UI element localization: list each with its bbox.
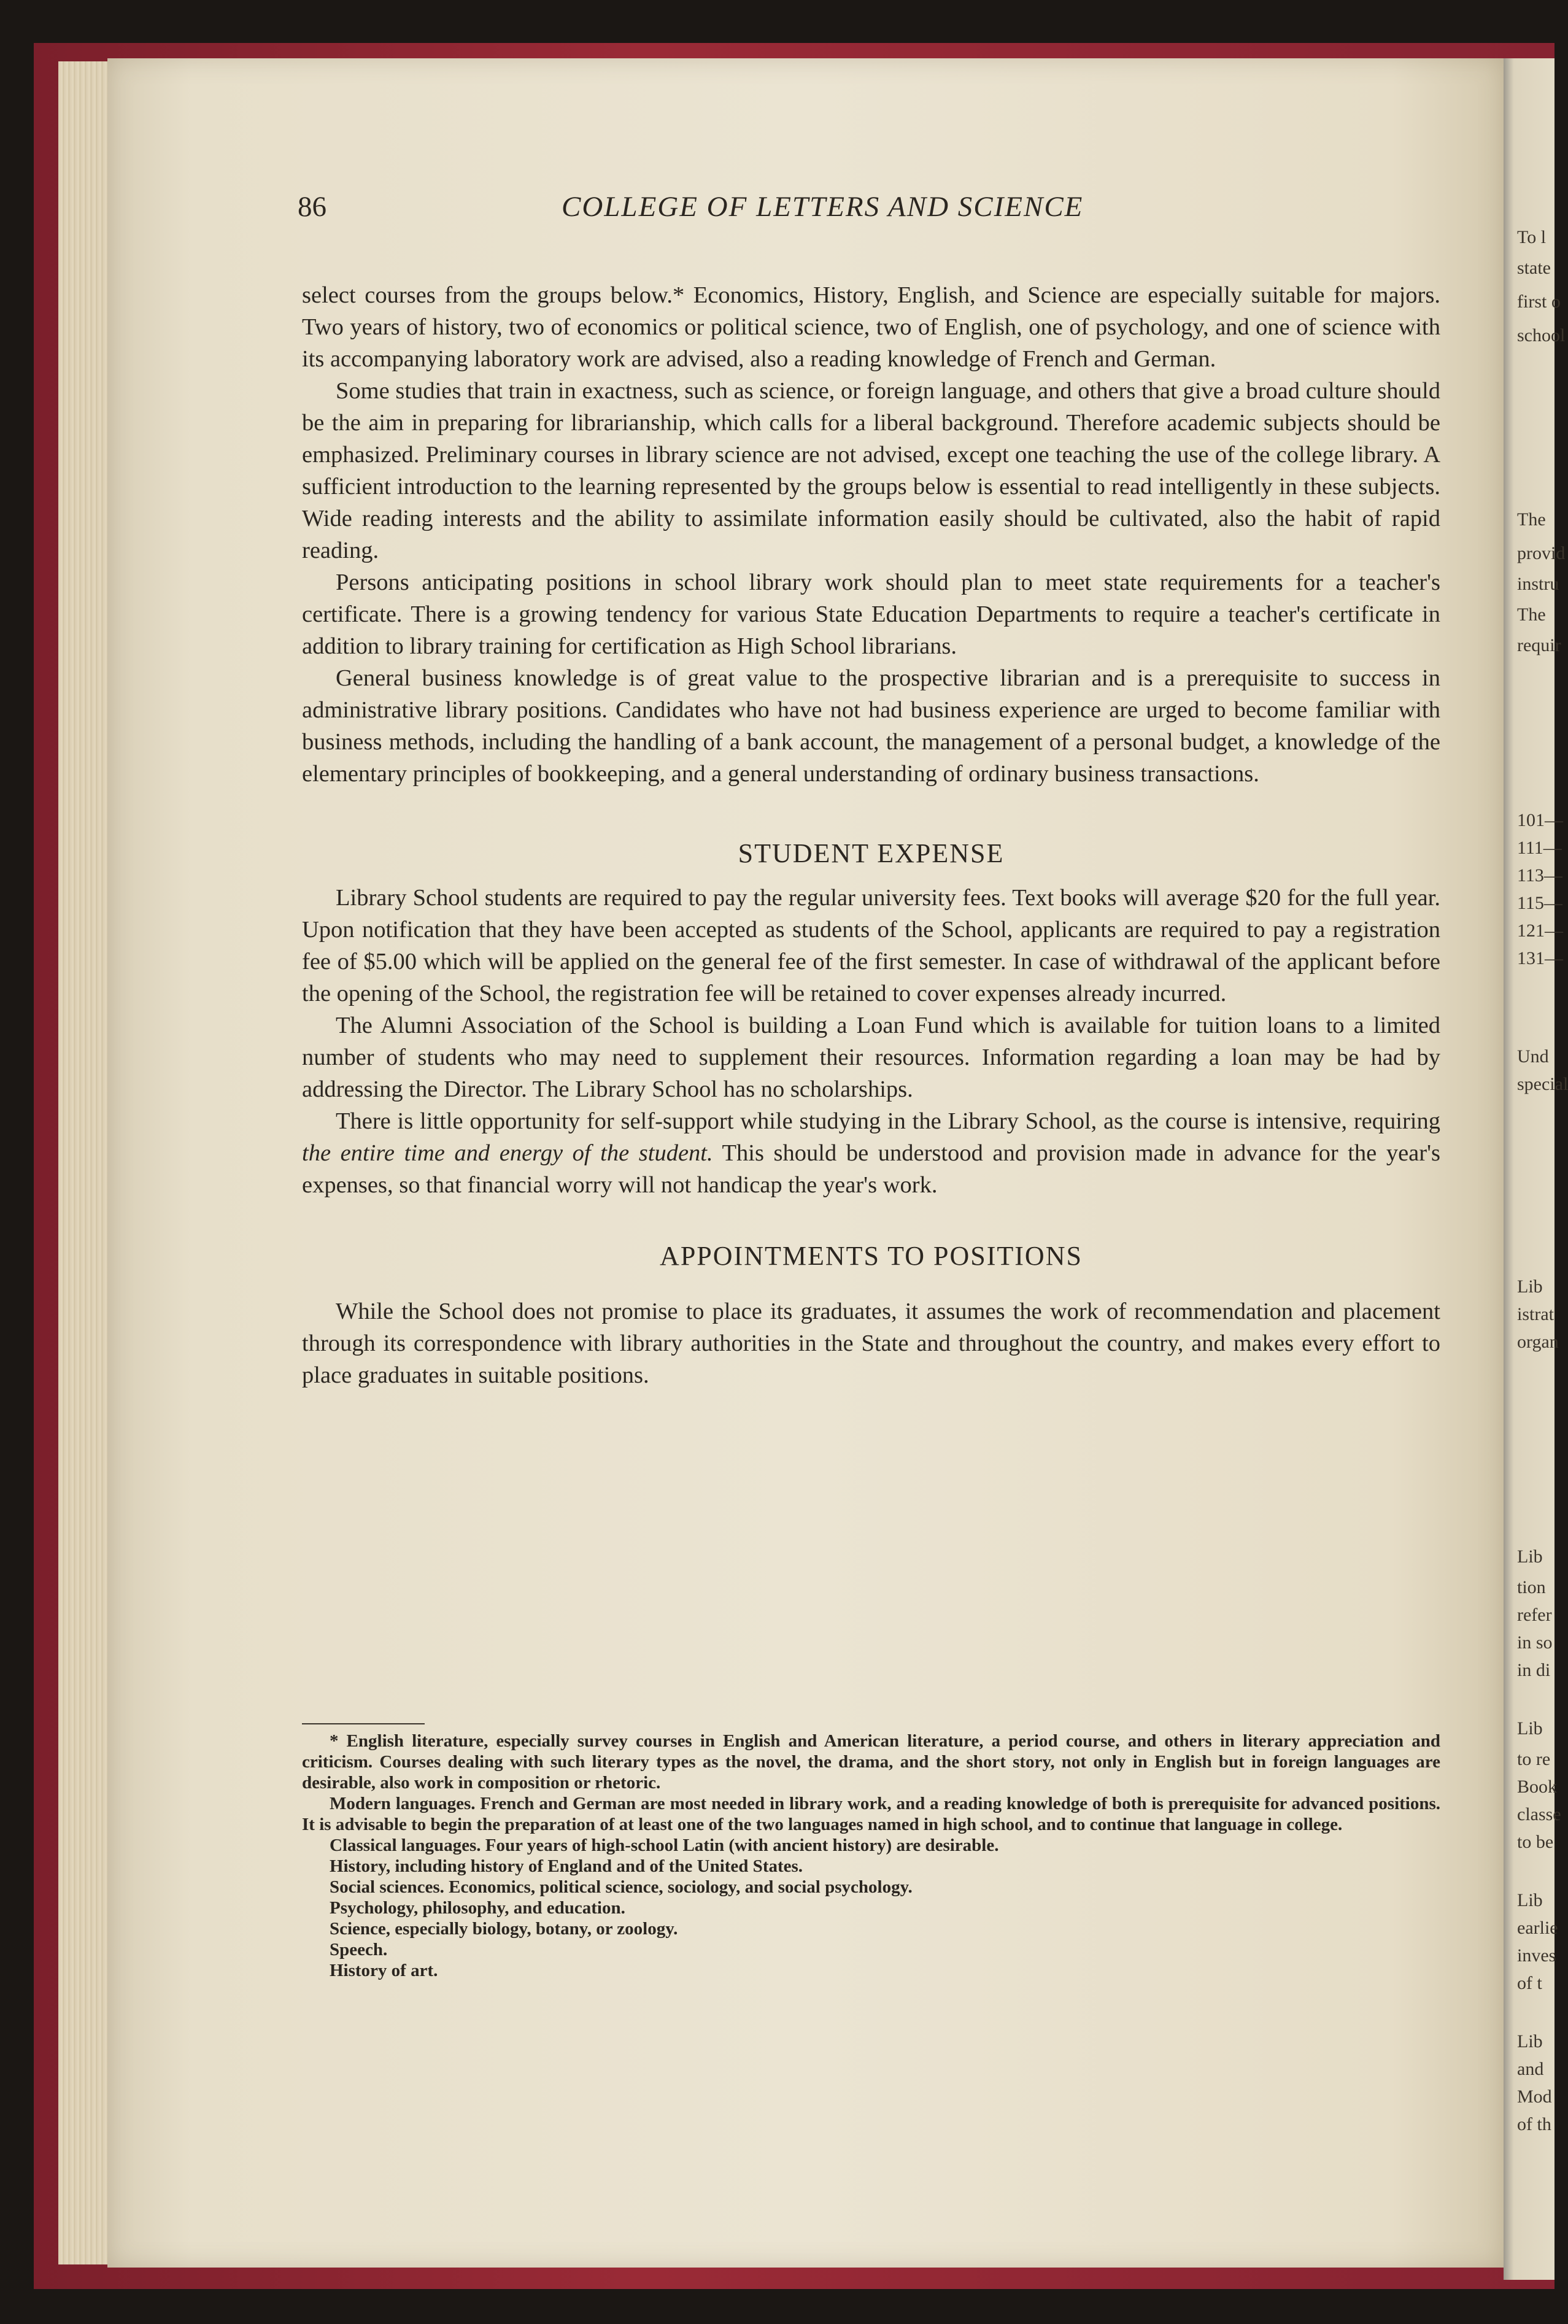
next-page-text-fragment: special (1517, 1074, 1568, 1094)
next-page-text-fragment: To l (1517, 227, 1547, 247)
next-page-text-fragment: 111— (1517, 838, 1562, 858)
next-page-text-fragment: organ (1517, 1332, 1559, 1352)
paragraph: Some studies that train in exactness, such as science, or foreign language, and others that give a broad culture should be the aim in preparing for librarianship, which calls for a liberal background. Therefore academic subjects should be emphasized. Preliminary courses in library science are not advised, except one teaching the use of the college library. A sufficient introduction to the learning represented by the groups below is essential to read intelligently in these subjects. Wide reading interests and the ability to assimilate information easily should be cultivated, also the habit of rapid reading. (302, 378, 1440, 563)
next-page-text-fragment: first o (1517, 291, 1561, 312)
running-head: COLLEGE OF LETTERS AND SCIENCE (562, 191, 1084, 223)
footnote: Speech. (330, 1940, 388, 1959)
next-page-edge (1504, 58, 1568, 2280)
next-page-text-fragment: and (1517, 2059, 1544, 2079)
footnote: Modern languages. French and German are most needed in library work, and a reading knowledge of both is prerequisite for advanced positions. It is advisable to begin the preparation of at least one of the two languages named in high school, and to continue that language in college. (302, 1794, 1440, 1834)
text-run: There is little opportunity for self-support while studying in the Library School, as the course is intensive, requiring (336, 1108, 1440, 1134)
next-page-text-fragment: Lib (1517, 1890, 1543, 1910)
footnote: Social sciences. Economics, political science, sociology, and social psychology. (330, 1877, 913, 1897)
emphasis-text: the entire time and energy of the student. (302, 1140, 713, 1166)
next-page-text-fragment: tion (1517, 1577, 1546, 1597)
footnote: Classical languages. Four years of high-school Latin (with ancient history) are desirable. (330, 1836, 999, 1855)
footnote: * English literature, especially survey courses in English and American literature, a period course, and others in literary appreciation and criticism. Courses dealing with such literary types as the novel, the drama, and the short story, not only in English but in foreign languages are desirable, also work in composition or rhetoric. (302, 1731, 1440, 1793)
paragraph: Persons anticipating positions in school library work should plan to meet state requirements for a teacher's certificate. There is a growing tendency for various State Education Departments to require a teacher's certificate in addition to library training for certification as High School librarians. (302, 569, 1440, 659)
body-text (302, 279, 1440, 1391)
next-page-text-fragment: 115— (1517, 893, 1562, 913)
paragraph: Library School students are required to pay the regular university fees. Text books will average $20 for the full year. Upon notification that they have been accepted as students of the School, applicants are required to pay a registration fee of $5.00 which will be applied on the general fee of the first semester. In case of withdrawal of the applicant before the opening of the School, the registration fee will be retained to cover expenses already incurred. (302, 885, 1440, 1006)
page-number: 86 (298, 191, 326, 223)
footnote: History of art. (330, 1961, 438, 1980)
footnote: History, including history of England and of the United States. (330, 1856, 803, 1876)
section-heading-appointments: APPOINTMENTS TO POSITIONS (660, 1241, 1083, 1271)
paragraph: While the School does not promise to place its graduates, it assumes the work of recommendation and placement through its correspondence with library authorities in the State and throughout the country, and makes every effort to place graduates in suitable positions. (302, 1299, 1440, 1388)
footnote: Science, especially biology, botany, or zoology. (330, 1919, 678, 1939)
next-page-text-fragment: istrat (1517, 1304, 1554, 1324)
next-page-text-fragment: in di (1517, 1660, 1551, 1680)
next-page-text-fragment: Book (1517, 1777, 1558, 1797)
footnotes (302, 1723, 1440, 1981)
next-page-text-fragment: of t (1517, 1973, 1542, 1993)
next-page-text-fragment: school (1517, 325, 1566, 346)
next-page-text-fragment: The (1517, 509, 1546, 530)
next-page-text-fragment: Lib (1517, 2031, 1543, 2052)
paragraph: select courses from the groups below.* Economics, History, English, and Science are especially suitable for majors. Two years of history, two of economics or political science, two of English, one of psychology, and one of science with its accompanying laboratory work are advised, also a reading knowledge of French and German. (302, 282, 1440, 372)
next-page-text-fragment: Lib (1517, 1718, 1543, 1739)
next-page-text-fragment: Lib (1517, 1276, 1543, 1297)
next-page-text-fragment: inves (1517, 1945, 1556, 1966)
next-page-text-fragment: provid (1517, 543, 1566, 563)
next-page-text-fragment: Lib (1517, 1546, 1543, 1567)
section-heading-student-expense: STUDENT EXPENSE (738, 838, 1005, 868)
next-page-text-fragment: 131— (1517, 948, 1563, 968)
next-page-text-fragment: 101— (1517, 810, 1563, 830)
paragraph: General business knowledge is of great value to the prospective librarian and is a prerequisite to success in administrative library positions. Candidates who have not had business experience are urged to become familiar with business methods, including the handling of a bank account, the management of a personal budget, a knowledge of the elementary principles of bookkeeping, and a general understanding of ordinary business transactions. (302, 665, 1440, 787)
next-page-text-fragment: The (1517, 604, 1546, 625)
footnote-rule (302, 1723, 425, 1724)
next-page-text-fragment: in so (1517, 1632, 1553, 1653)
next-page-text-fragment: classe (1517, 1804, 1561, 1824)
next-page-text-fragment: Mod (1517, 2087, 1552, 2107)
next-page-text-fragment: of th (1517, 2114, 1551, 2134)
next-page-text-fragment: instru (1517, 574, 1559, 594)
next-page-text-fragment: to re (1517, 1749, 1551, 1769)
next-page-text-fragment: 121— (1517, 921, 1563, 941)
paragraph: The Alumni Association of the School is building a Loan Fund which is available for tuition loans to a limited number of students who may need to supplement their resources. Information regarding a loan may be had by addressing the Director. The Library School has no scholarships. (302, 1013, 1440, 1102)
next-page-text-fragment: earlie (1517, 1918, 1558, 1938)
paragraph (302, 1105, 1440, 1201)
footnote: Psychology, philosophy, and education. (330, 1898, 625, 1918)
next-page-text-fragment: to be (1517, 1832, 1554, 1852)
next-page-text-fragment: Und (1517, 1046, 1549, 1067)
next-page-text-fragment: requir (1517, 635, 1561, 655)
next-page-text-fragment: 113— (1517, 865, 1562, 886)
page-header (298, 190, 1451, 227)
next-page-text-fragment: state (1517, 258, 1551, 278)
next-page-text-fragment: refer (1517, 1605, 1552, 1625)
text-run: This should be understood and provision made in advance for the year's expenses, so that financial worry will not handicap the year's work. (302, 1140, 1440, 1198)
